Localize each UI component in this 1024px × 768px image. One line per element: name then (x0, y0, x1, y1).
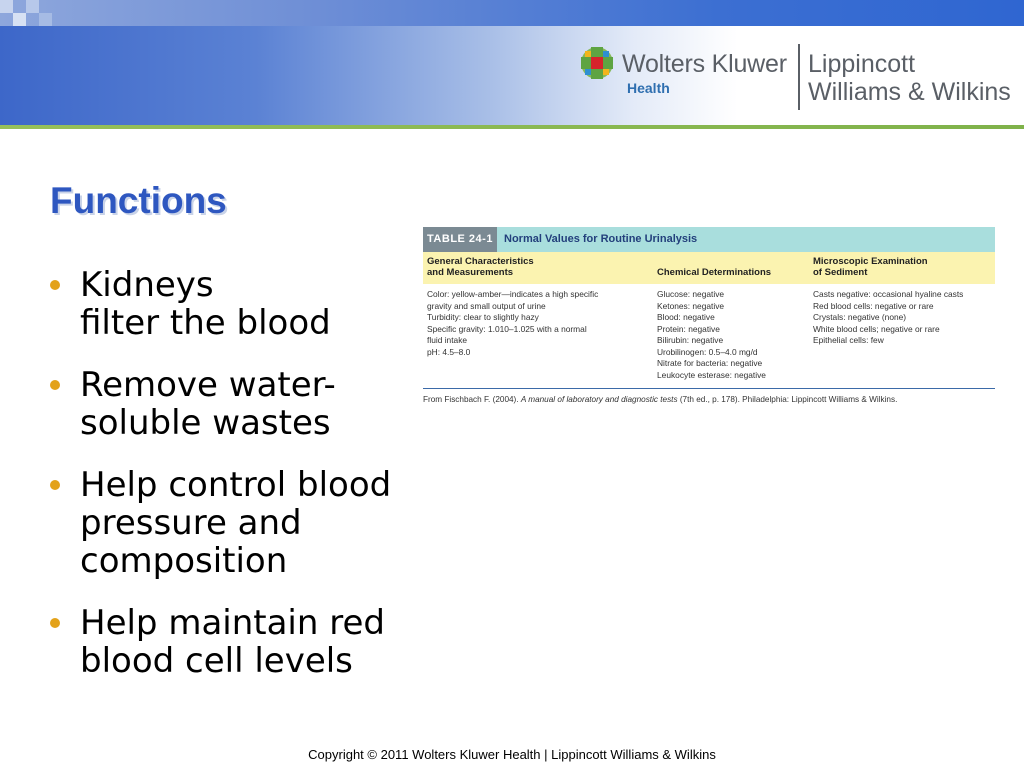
header-accent-line (0, 125, 1024, 129)
bullet-icon (50, 480, 60, 490)
wolters-kluwer-logo-icon (580, 46, 614, 80)
table-header-cell: General Characteristics and Measurements (427, 256, 534, 278)
decor-square (13, 13, 26, 26)
source-prefix: From Fischbach F. (2004). (423, 395, 521, 404)
bullet-text: Help control blood pressure and composition (80, 465, 392, 581)
table-label: TABLE 24-1 (423, 227, 497, 252)
bullet-icon (50, 280, 60, 290)
header-top-bar (0, 0, 1024, 26)
bullet-item (48, 266, 458, 342)
bullet-icon (50, 618, 60, 628)
table-header-cell: Chemical Determinations (657, 267, 772, 278)
brand-name: Wolters Kluwer (622, 50, 787, 78)
table-header-row (423, 252, 995, 284)
bullet-item (48, 366, 458, 442)
table-header-cell: Microscopic Examination of Sediment (813, 256, 928, 278)
decor-square (0, 0, 13, 13)
urinalysis-table-figure (423, 227, 995, 419)
source-title: A manual of laboratory and diagnostic tests (520, 395, 678, 404)
table-title: Normal Values for Routine Urinalysis (504, 233, 698, 245)
publisher-logo (580, 42, 1020, 114)
publisher-name (808, 50, 1011, 106)
bullet-item (48, 604, 458, 680)
decor-square (39, 13, 52, 26)
table-source-note (423, 394, 995, 405)
publisher-line-2: Williams & Wilkins (808, 78, 1011, 106)
bullet-icon (50, 380, 60, 390)
bullet-text: Kidneys filter the blood (80, 265, 331, 343)
table-bottom-rule (423, 388, 995, 389)
bullet-text: Help maintain red blood cell levels (80, 603, 385, 681)
footer-copyright: Copyright © 2011 Wolters Kluwer Health | Lippincott Williams & Wilkins (308, 747, 716, 762)
logo-divider (798, 44, 800, 110)
bullet-item (48, 466, 458, 580)
publisher-line-1: Lippincott (808, 50, 916, 78)
table-column-general: Color: yellow-amber—indicates a high specific gravity and small output of urine Turbidity: clear to slightly hazy Specific gravity: 1.010–1.025 with a normal fluid intake pH: 4.5–8.0 (427, 289, 599, 357)
header-band (0, 0, 1024, 127)
table-column-microscopic: Casts negative: occasional hyaline casts Red blood cells: negative or rare Crystals: negative (none) White blood cells; negative or rare Epithelial cells: few (813, 289, 964, 345)
table-title-bar (423, 227, 995, 252)
decor-square (26, 0, 39, 13)
source-suffix: (7th ed., p. 178). Philadelphia: Lippincott Williams & Wilkins. (677, 395, 898, 404)
bullet-text: Remove water- soluble wastes (80, 365, 336, 443)
table-column-chemical: Glucose: negative Ketones: negative Blood: negative Protein: negative Bilirubin: negative Urobilinogen: 0.5–4.0 mg/d Nitrate for bacteria: negative Leukocyte esterase: negative (657, 289, 766, 380)
brand-division: Health (627, 80, 670, 96)
bullet-list (48, 266, 458, 704)
slide-title: Functions (50, 180, 227, 221)
